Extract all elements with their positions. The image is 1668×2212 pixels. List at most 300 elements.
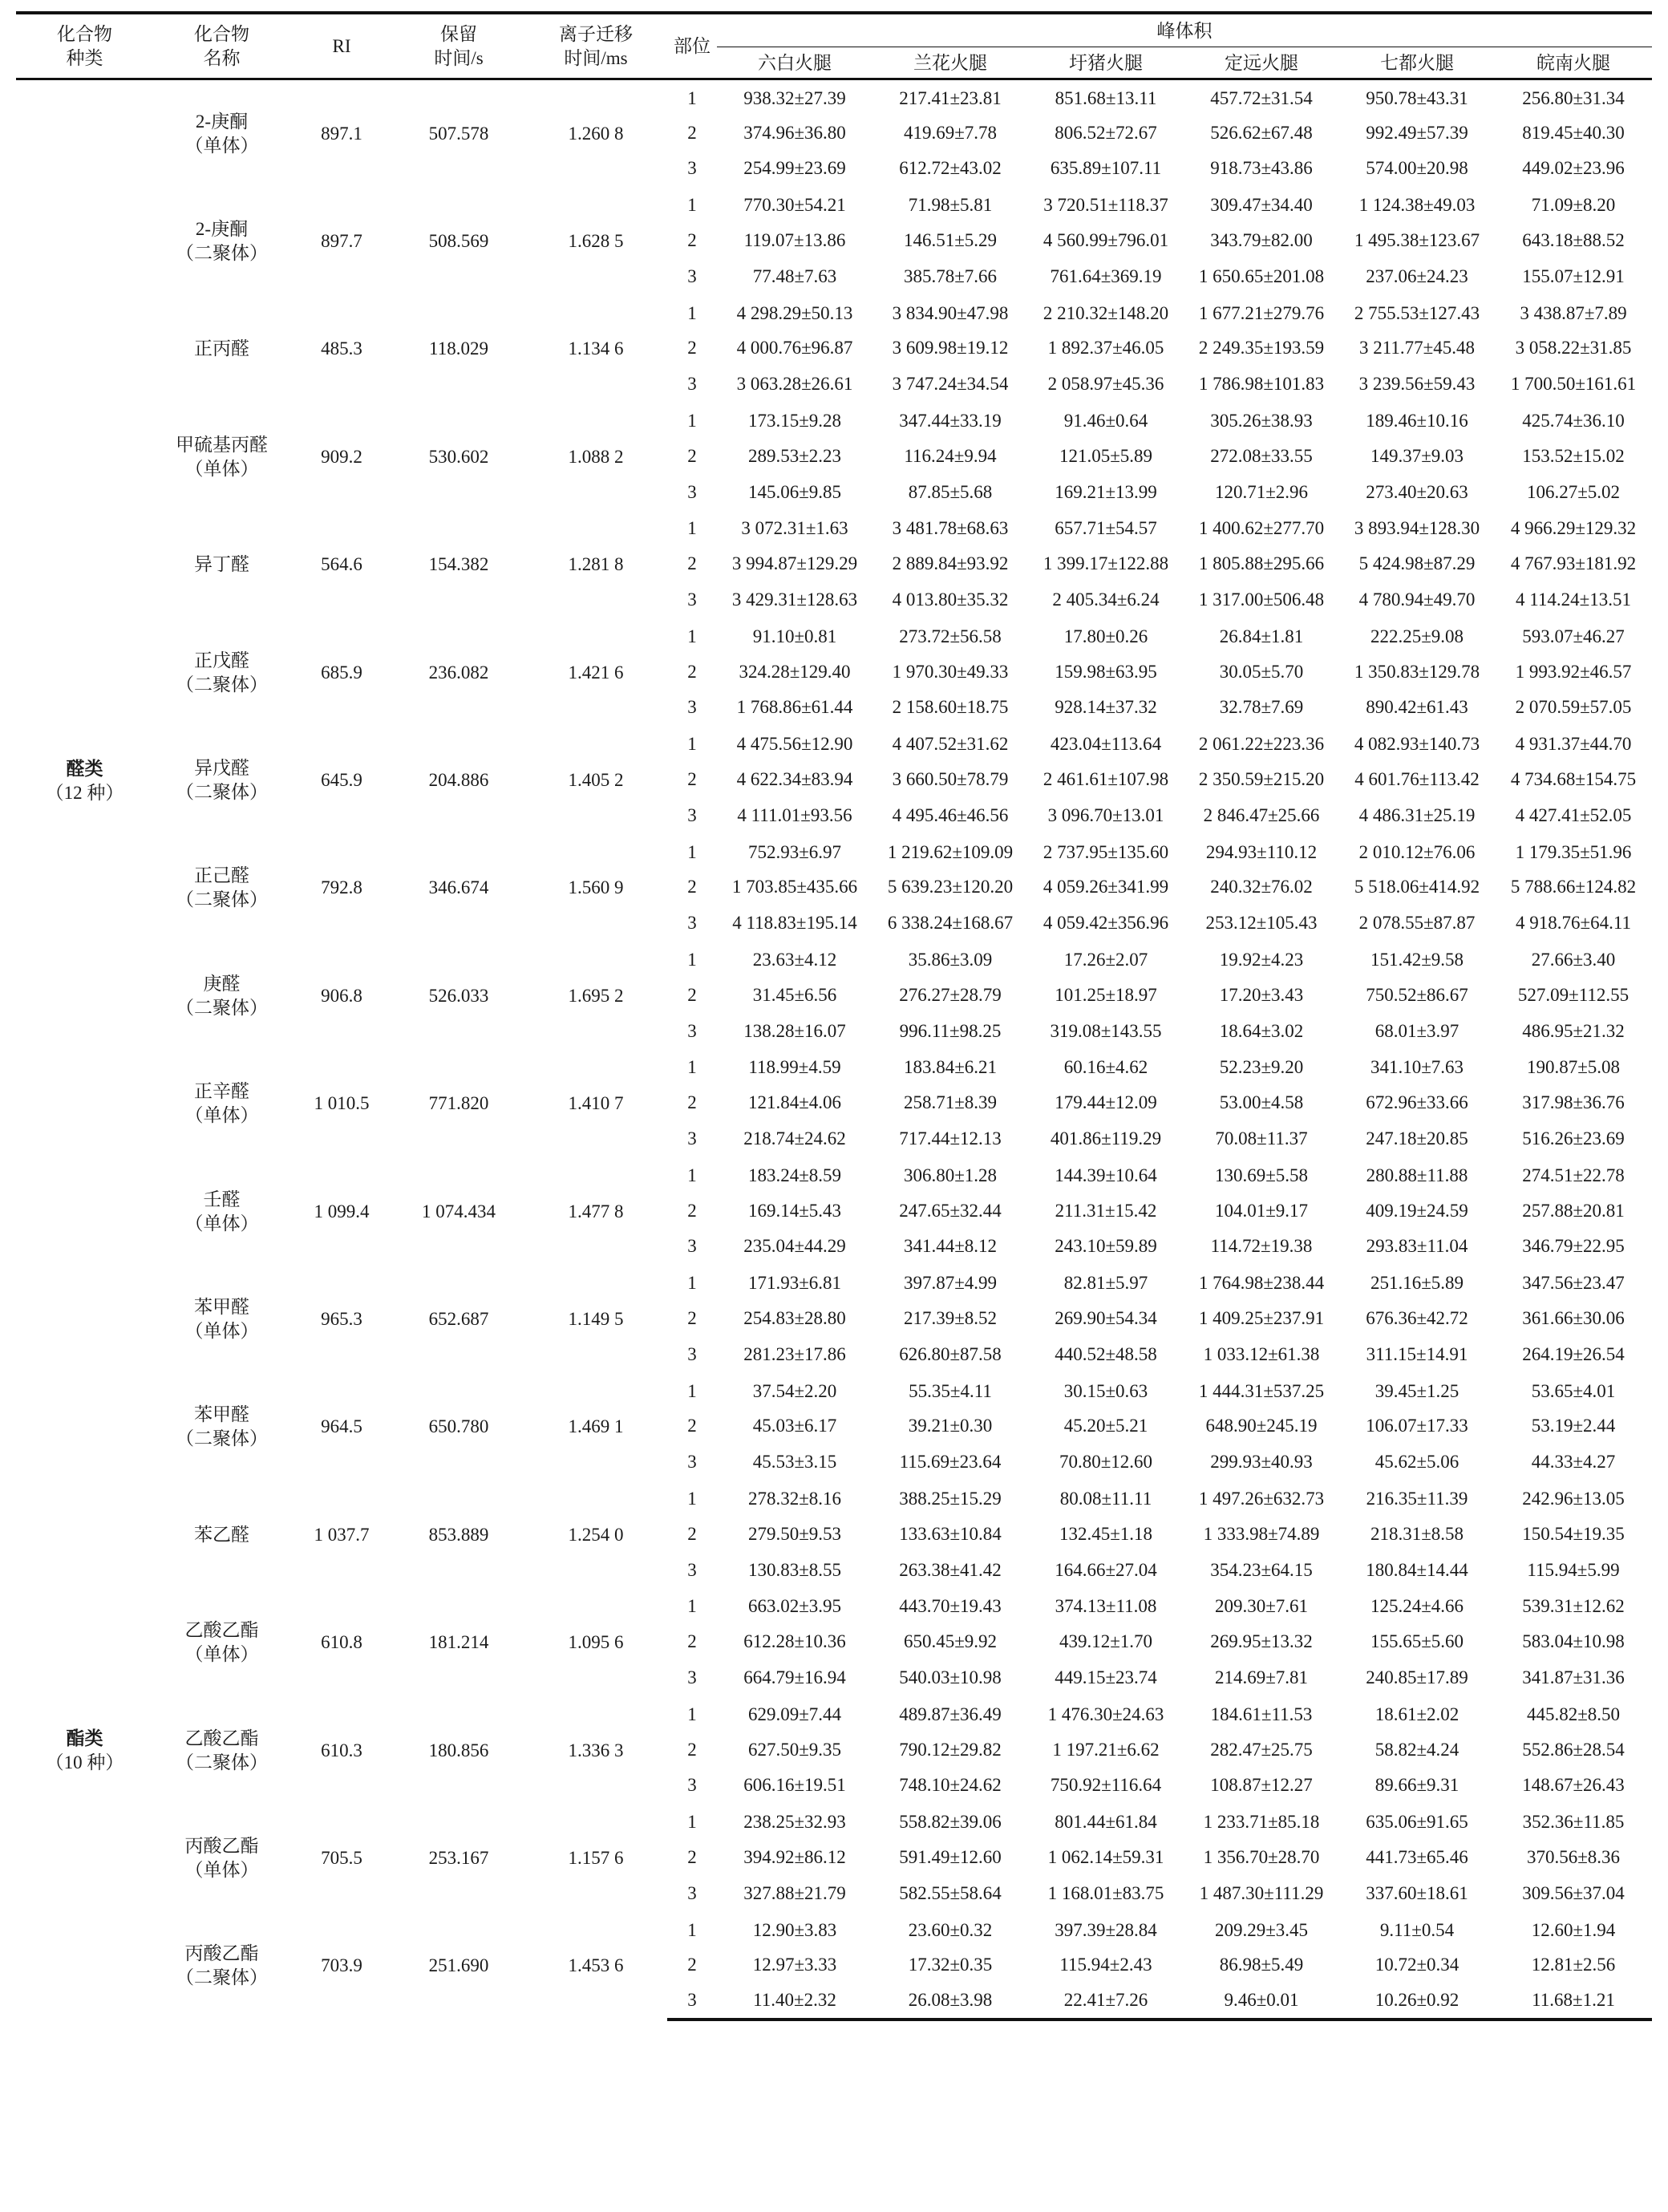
- part-cell: 2: [687, 338, 697, 359]
- peak-volume-cell: 3 063.28±26.61: [736, 374, 853, 395]
- peak-volume-cell: 242.96±13.05: [1522, 1488, 1625, 1509]
- compound-name-cell: [153, 833, 290, 941]
- table-row: [16, 187, 1652, 223]
- peak-volume-cell: 806.52±72.67: [1055, 122, 1157, 143]
- peak-volume-cell: 159.98±63.95: [1055, 661, 1157, 682]
- peak-volume-cell: 1 805.88±295.66: [1198, 553, 1325, 574]
- peak-volume-cell: 4 475.56±12.90: [736, 734, 853, 755]
- peak-volume-cell: 2 078.55±87.87: [1358, 913, 1476, 934]
- peak-volume-cell: 2 061.22±223.36: [1198, 734, 1325, 755]
- peak-volume-cell: 419.69±7.78: [903, 122, 998, 143]
- peak-volume-cell: 388.25±15.29: [899, 1488, 1002, 1509]
- part-cell: 3: [687, 481, 697, 502]
- part-cell: 2: [687, 122, 697, 143]
- peak-volume-cell: 30.15±0.63: [1063, 1380, 1148, 1401]
- part-cell: 2: [687, 769, 697, 790]
- peak-volume-cell: 851.68±13.11: [1055, 87, 1157, 108]
- part-cell: 1: [687, 1057, 697, 1078]
- peak-volume-cell: 527.09±112.55: [1517, 984, 1630, 1005]
- peak-volume-cell: 1 650.65±201.08: [1198, 265, 1325, 286]
- compound-dt-cell: 1.088 2: [568, 446, 624, 467]
- compound-dt-cell: 1.157 6: [568, 1847, 624, 1868]
- part-cell: 3: [687, 697, 697, 718]
- peak-volume-cell: 80.08±11.11: [1059, 1488, 1152, 1509]
- part-cell: 1: [687, 195, 697, 216]
- compound-ri-cell: 645.9: [321, 770, 362, 791]
- peak-volume-cell: 53.19±2.44: [1531, 1416, 1616, 1436]
- compound-name-cell: [153, 1911, 290, 2019]
- peak-volume-cell: 3 239.56±59.43: [1358, 374, 1476, 395]
- peak-volume-cell: 1 179.35±51.96: [1515, 841, 1632, 862]
- peak-volume-cell: 153.52±15.02: [1522, 445, 1625, 466]
- peak-volume-cell: 3 211.77±45.48: [1358, 338, 1476, 359]
- peak-volume-cell: 222.25±9.08: [1370, 626, 1464, 646]
- compound-rt-cell: 118.029: [429, 338, 488, 359]
- peak-volume-cell: 119.07±13.86: [743, 230, 846, 251]
- peak-volume-cell: 2 070.59±57.05: [1515, 697, 1632, 718]
- peak-volume-cell: 370.56±8.36: [1526, 1846, 1621, 1867]
- part-cell: 2: [687, 1523, 697, 1544]
- peak-volume-cell: 130.83±8.55: [747, 1559, 842, 1580]
- compound-name-line: 乙酸乙酯: [184, 1620, 259, 1641]
- compound-rt-cell: 507.578: [428, 124, 489, 144]
- peak-volume-cell: 106.27±5.02: [1526, 481, 1621, 502]
- peak-volume-cell: 770.30±54.21: [743, 195, 846, 216]
- peak-volume-cell: 106.07±17.33: [1366, 1416, 1468, 1436]
- peak-volume-cell: 540.03±10.98: [899, 1667, 1002, 1687]
- peak-volume-cell: 243.10±59.89: [1055, 1236, 1157, 1257]
- part-cell: 3: [687, 1452, 697, 1473]
- peak-volume-cell: 155.65±5.60: [1370, 1631, 1464, 1652]
- peak-volume-cell: 89.66±9.31: [1374, 1775, 1460, 1796]
- peak-volume-cell: 343.79±82.00: [1210, 230, 1313, 251]
- compound-name-line: 甲硫基丙醛: [176, 434, 268, 455]
- compound-name-line: 庚醛: [203, 973, 241, 994]
- peak-volume-cell: 3 720.51±118.37: [1043, 195, 1168, 216]
- peak-volume-cell: 439.12±1.70: [1059, 1631, 1153, 1652]
- peak-volume-cell: 82.81±5.97: [1063, 1273, 1148, 1294]
- compound-ri-cell: 1 037.7: [314, 1524, 370, 1545]
- peak-volume-cell: 11.68±1.21: [1495, 1983, 1652, 2020]
- peak-volume-cell: 457.72±31.54: [1210, 87, 1313, 108]
- part-cell: 2: [687, 230, 697, 251]
- part-cell: 3: [667, 1983, 717, 2020]
- peak-volume-cell: 583.04±10.98: [1522, 1631, 1625, 1652]
- peak-volume-cell: 1 768.86±61.44: [736, 697, 853, 718]
- peak-volume-cell: 539.31±12.62: [1522, 1596, 1625, 1617]
- peak-volume-cell: 3 747.24±34.54: [892, 374, 1009, 395]
- part-cell: 3: [687, 589, 697, 610]
- part-cell: 3: [687, 158, 697, 179]
- part-cell: 1: [687, 1488, 697, 1509]
- compound-name-cell: [153, 1588, 290, 1695]
- peak-volume-cell: 612.72±43.02: [899, 158, 1002, 179]
- peak-volume-cell: 247.18±20.85: [1366, 1128, 1468, 1149]
- peak-volume-cell: 890.42±61.43: [1366, 697, 1468, 718]
- peak-volume-cell: 9.46±0.01: [1184, 1983, 1339, 2020]
- peak-volume-cell: 4 767.93±181.92: [1510, 553, 1637, 574]
- peak-volume-cell: 3 481.78±68.63: [892, 518, 1009, 539]
- peak-volume-cell: 145.06±9.85: [747, 481, 842, 502]
- peak-volume-cell: 279.50±9.53: [747, 1523, 842, 1544]
- compound-name-line: 丙酸乙酯: [184, 1835, 259, 1856]
- table-row: [16, 1157, 1652, 1193]
- peak-volume-cell: 293.83±11.04: [1366, 1236, 1468, 1257]
- peak-volume-cell: 115.94±2.43: [1059, 1955, 1152, 1975]
- part-cell: 1: [687, 841, 697, 862]
- peak-volume-cell: 374.96±36.80: [743, 122, 846, 143]
- compound-rt-cell: 530.602: [428, 446, 489, 467]
- compound-name-line: （单体）: [184, 1644, 259, 1665]
- peak-volume-cell: 2 249.35±193.59: [1198, 338, 1325, 359]
- peak-volume-cell: 180.84±14.44: [1366, 1559, 1468, 1580]
- peak-volume-cell: 121.05±5.89: [1059, 445, 1153, 466]
- peak-volume-cell: 309.56±37.04: [1522, 1882, 1625, 1903]
- table-row: [16, 1695, 1652, 1732]
- peak-volume-cell: 17.26±2.07: [1063, 950, 1148, 970]
- peak-volume-cell: 4 118.83±195.14: [732, 913, 857, 934]
- peak-volume-cell: 209.30±7.61: [1214, 1596, 1309, 1617]
- peak-volume-cell: 149.37±9.03: [1370, 445, 1464, 466]
- peak-volume-cell: 216.35±11.39: [1366, 1488, 1468, 1509]
- compound-dt-cell: 1.477 8: [568, 1201, 624, 1221]
- compound-name-line: 壬醛: [203, 1189, 241, 1209]
- peak-volume-cell: 918.73±43.86: [1210, 158, 1313, 179]
- peak-volume-cell: 2 158.60±18.75: [892, 697, 1009, 718]
- peak-volume-cell: 1 764.98±238.44: [1198, 1273, 1325, 1294]
- peak-volume-cell: 748.10±24.62: [899, 1775, 1002, 1796]
- compound-name-line: 正戊醛: [194, 650, 249, 670]
- peak-volume-cell: 169.14±5.43: [747, 1200, 842, 1221]
- header-ham: 六白火腿: [717, 47, 872, 79]
- compound-name-cell: [153, 1372, 290, 1480]
- peak-volume-cell: 269.90±54.34: [1055, 1307, 1157, 1328]
- header-name-line1: 化合物: [194, 23, 249, 44]
- peak-volume-cell: 347.56±23.47: [1522, 1273, 1625, 1294]
- peak-volume-cell: 352.36±11.85: [1522, 1812, 1625, 1833]
- peak-volume-cell: 309.47±34.40: [1210, 195, 1313, 216]
- peak-volume-cell: 3 429.31±128.63: [731, 589, 858, 610]
- header-drift-time: [524, 13, 667, 79]
- peak-volume-cell: 2 405.34±6.24: [1052, 589, 1160, 610]
- peak-volume-cell: 1 444.31±537.25: [1198, 1380, 1325, 1401]
- compound-name-line: （单体）: [184, 458, 259, 479]
- table-row: [16, 1588, 1652, 1624]
- compound-dt-cell: 1.560 9: [568, 877, 624, 898]
- peak-volume-cell: 591.49±12.60: [899, 1846, 1002, 1867]
- peak-volume-cell: 657.71±54.57: [1055, 518, 1157, 539]
- peak-volume-cell: 4 298.29±50.13: [736, 302, 853, 323]
- peak-volume-cell: 347.44±33.19: [899, 411, 1002, 431]
- peak-volume-cell: 2 889.84±93.92: [892, 553, 1009, 574]
- peak-volume-cell: 327.88±21.79: [743, 1882, 846, 1903]
- compound-name-cell: [153, 1695, 290, 1803]
- compound-rt-cell: 853.889: [428, 1524, 489, 1545]
- peak-volume-cell: 928.14±37.32: [1055, 697, 1157, 718]
- table-row: [16, 1804, 1652, 1840]
- compound-rt-cell: 508.569: [428, 231, 489, 252]
- compound-name-line: （单体）: [184, 1859, 259, 1880]
- header-peak-volume: 峰体积: [717, 13, 1652, 47]
- peak-volume-cell: 752.93±6.97: [747, 841, 842, 862]
- peak-volume-cell: 5 788.66±124.82: [1510, 877, 1637, 897]
- peak-volume-cell: 635.89±107.11: [1050, 158, 1162, 179]
- table-page: [16, 11, 1652, 2021]
- peak-volume-cell: 3 893.94±128.30: [1354, 518, 1480, 539]
- compound-dt-cell: 1.095 6: [568, 1632, 624, 1653]
- peak-volume-cell: 648.90±245.19: [1205, 1416, 1318, 1436]
- compound-class-cell: [16, 1481, 153, 2020]
- peak-volume-cell: 4 601.76±113.42: [1354, 769, 1480, 790]
- peak-volume-cell: 305.26±38.93: [1210, 411, 1313, 431]
- compound-dt-cell: 1.695 2: [568, 985, 624, 1006]
- peak-volume-cell: 441.73±65.46: [1366, 1846, 1468, 1867]
- part-cell: 3: [687, 1882, 697, 1903]
- compound-dt-cell: 1.469 1: [568, 1416, 624, 1437]
- part-cell: 2: [687, 1307, 697, 1328]
- peak-volume-cell: 130.69±5.58: [1214, 1165, 1309, 1185]
- peak-volume-cell: 354.23±64.15: [1210, 1559, 1313, 1580]
- header-ham: 定远火腿: [1184, 47, 1339, 79]
- peak-volume-cell: 5 424.98±87.29: [1358, 553, 1476, 574]
- compound-ri-cell: 897.7: [321, 231, 362, 252]
- peak-volume-cell: 37.54±2.20: [752, 1380, 837, 1401]
- peak-volume-cell: 12.81±2.56: [1531, 1955, 1616, 1975]
- header-ham: 皖南火腿: [1495, 47, 1652, 79]
- peak-volume-cell: 4 114.24±13.51: [1515, 589, 1632, 610]
- compound-rt-cell: 771.820: [428, 1093, 489, 1114]
- compound-name-cell: [153, 403, 290, 510]
- compound-rt-cell: 154.382: [428, 554, 489, 575]
- peak-volume-cell: 582.55±58.64: [899, 1882, 1002, 1903]
- peak-volume-cell: 118.99±4.59: [748, 1057, 841, 1078]
- part-cell: 1: [687, 1704, 697, 1724]
- part-cell: 3: [687, 374, 697, 395]
- peak-volume-cell: 3 058.22±31.85: [1515, 338, 1632, 359]
- peak-volume-cell: 2 350.59±215.20: [1198, 769, 1325, 790]
- peak-volume-cell: 108.87±12.27: [1210, 1775, 1313, 1796]
- peak-volume-cell: 116.24±9.94: [904, 445, 997, 466]
- compound-class-name: 醛类: [66, 758, 103, 779]
- compound-name-line: （单体）: [184, 1320, 259, 1341]
- peak-volume-cell: 272.08±33.55: [1210, 445, 1313, 466]
- peak-volume-cell: 35.86±3.09: [908, 950, 993, 970]
- peak-volume-cell: 4 931.37±44.70: [1515, 734, 1632, 755]
- peak-volume-cell: 397.87±4.99: [903, 1273, 998, 1294]
- part-cell: 1: [687, 302, 697, 323]
- peak-volume-cell: 6 338.24±168.67: [887, 913, 1014, 934]
- compound-dt-cell: 1.254 0: [568, 1524, 624, 1545]
- part-cell: 3: [687, 1559, 697, 1580]
- compound-name-line: 正己醛: [194, 865, 249, 886]
- compound-rt-cell: 346.674: [428, 877, 489, 898]
- peak-volume-cell: 217.41±23.81: [899, 87, 1002, 108]
- compound-ri-cell: 610.3: [321, 1740, 362, 1760]
- peak-volume-cell: 121.84±4.06: [747, 1092, 842, 1113]
- header-dt-line1: 离子迁移: [559, 23, 633, 44]
- compound-ri-cell: 964.5: [321, 1416, 362, 1437]
- compound-name-line: 异戊醛: [194, 758, 249, 779]
- peak-volume-cell: 401.86±119.29: [1050, 1128, 1162, 1149]
- peak-volume-cell: 1 399.17±122.88: [1042, 553, 1169, 574]
- peak-volume-cell: 115.94±5.99: [1527, 1559, 1620, 1580]
- peak-volume-cell: 2 058.97±45.36: [1047, 374, 1164, 395]
- peak-volume-cell: 1 700.50±161.61: [1510, 374, 1637, 395]
- peak-volume-cell: 489.87±36.49: [899, 1704, 1002, 1724]
- peak-volume-cell: 71.09±8.20: [1531, 195, 1616, 216]
- peak-volume-cell: 299.93±40.93: [1210, 1452, 1313, 1473]
- part-cell: 1: [687, 1596, 697, 1617]
- peak-volume-cell: 3 096.70±13.01: [1047, 804, 1164, 825]
- peak-volume-cell: 17.20±3.43: [1219, 984, 1304, 1005]
- compound-name-line: （单体）: [184, 1213, 259, 1234]
- peak-volume-cell: 281.23±17.86: [743, 1343, 846, 1364]
- header-name: [153, 13, 290, 79]
- compound-name-line: 苯甲醛: [194, 1296, 249, 1317]
- compound-name-line: 苯乙醛: [194, 1524, 249, 1545]
- peak-volume-cell: 247.65±32.44: [899, 1200, 1002, 1221]
- header-ham: 七都火腿: [1339, 47, 1495, 79]
- peak-volume-cell: 12.90±3.83: [752, 1919, 837, 1940]
- peak-volume-cell: 3 994.87±129.29: [731, 553, 858, 574]
- compound-name-line: 乙酸乙酯: [184, 1728, 259, 1748]
- peak-volume-cell: 294.93±110.12: [1205, 841, 1318, 862]
- peak-volume-cell: 254.99±23.69: [743, 158, 846, 179]
- peak-volume-cell: 526.62±67.48: [1210, 122, 1313, 143]
- peak-volume-cell: 91.10±0.81: [752, 626, 837, 646]
- part-cell: 3: [687, 1128, 697, 1149]
- peak-volume-cell: 4 495.46±46.56: [892, 804, 1009, 825]
- table-body: [16, 79, 1652, 2020]
- peak-volume-cell: 950.78±43.31: [1366, 87, 1468, 108]
- peak-volume-cell: 1 062.14±59.31: [1047, 1846, 1164, 1867]
- peak-volume-cell: 52.23±9.20: [1219, 1057, 1304, 1078]
- compound-rt-cell: 236.082: [428, 662, 489, 683]
- peak-volume-cell: 217.39±8.52: [903, 1307, 998, 1328]
- peak-volume-cell: 4 486.31±25.19: [1358, 804, 1476, 825]
- peak-volume-cell: 4 622.34±83.94: [736, 769, 853, 790]
- peak-volume-cell: 3 660.50±78.79: [892, 769, 1009, 790]
- peak-volume-cell: 552.86±28.54: [1522, 1739, 1625, 1760]
- part-cell: 2: [687, 1200, 697, 1221]
- compound-rt-cell: 181.214: [428, 1632, 489, 1653]
- peak-volume-cell: 423.04±113.64: [1050, 734, 1162, 755]
- compound-name-cell: [153, 187, 290, 294]
- peak-volume-cell: 45.03±6.17: [752, 1416, 837, 1436]
- peak-volume-cell: 1 356.70±28.70: [1203, 1846, 1320, 1867]
- peak-volume-cell: 155.07±12.91: [1522, 265, 1625, 286]
- peak-volume-cell: 39.21±0.30: [908, 1416, 993, 1436]
- compound-dt-cell: 1.149 5: [568, 1308, 624, 1329]
- header-name-line2: 名称: [203, 47, 241, 68]
- peak-volume-cell: 253.12±105.43: [1205, 913, 1318, 934]
- compound-name-line: （单体）: [184, 1105, 259, 1126]
- peak-volume-cell: 409.19±24.59: [1366, 1200, 1468, 1221]
- peak-volume-cell: 626.80±87.58: [899, 1343, 1002, 1364]
- part-cell: 3: [687, 1236, 697, 1257]
- peak-volume-cell: 664.79±16.94: [743, 1667, 846, 1687]
- table-row: [16, 403, 1652, 439]
- peak-volume-cell: 1 487.30±111.29: [1199, 1882, 1324, 1903]
- peak-volume-cell: 240.32±76.02: [1210, 877, 1313, 897]
- peak-volume-cell: 801.44±61.84: [1055, 1812, 1157, 1833]
- table-row: [16, 726, 1652, 762]
- peak-volume-cell: 101.25±18.97: [1055, 984, 1157, 1005]
- peak-volume-cell: 211.31±15.42: [1055, 1200, 1157, 1221]
- compound-dt-cell: 1.281 8: [568, 554, 624, 575]
- compound-name-line: 苯甲醛: [194, 1404, 249, 1425]
- table-row: [16, 618, 1652, 654]
- compound-name-line: （二聚体）: [176, 997, 268, 1018]
- part-cell: 2: [687, 877, 697, 897]
- peak-volume-cell: 87.85±5.68: [908, 481, 993, 502]
- compound-ri-cell: 906.8: [321, 985, 362, 1006]
- peak-volume-cell: 750.92±116.64: [1050, 1775, 1162, 1796]
- part-cell: 3: [687, 804, 697, 825]
- peak-volume-cell: 257.88±20.81: [1522, 1200, 1625, 1221]
- part-cell: 1: [687, 734, 697, 755]
- compound-dt-cell: 1.260 8: [568, 124, 624, 144]
- compound-name-line: 正丙醛: [194, 338, 249, 359]
- compound-rt-cell: 1 074.434: [422, 1201, 496, 1221]
- compound-name-line: （单体）: [184, 136, 259, 156]
- compound-class-cell: [16, 79, 153, 1481]
- peak-volume-cell: 77.48±7.63: [752, 265, 837, 286]
- peak-volume-cell: 938.32±27.39: [743, 87, 846, 108]
- table-header: [16, 13, 1652, 79]
- peak-volume-cell: 171.93±6.81: [747, 1273, 842, 1294]
- peak-volume-cell: 218.31±8.58: [1370, 1523, 1464, 1544]
- peak-volume-cell: 282.47±25.75: [1210, 1739, 1313, 1760]
- peak-volume-cell: 341.44±8.12: [903, 1236, 998, 1257]
- peak-volume-cell: 18.61±2.02: [1374, 1704, 1460, 1724]
- part-cell: 1: [687, 1919, 697, 1940]
- peak-volume-cell: 516.26±23.69: [1522, 1128, 1625, 1149]
- table-row: [16, 833, 1652, 869]
- peak-volume-cell: 606.16±19.51: [743, 1775, 846, 1796]
- peak-volume-cell: 445.82±8.50: [1526, 1704, 1621, 1724]
- peak-volume-cell: 23.60±0.32: [908, 1919, 993, 1940]
- peak-volume-cell: 5 639.23±120.20: [887, 877, 1014, 897]
- peak-volume-cell: 11.40±2.32: [717, 1983, 872, 2020]
- peak-volume-cell: 209.29±3.45: [1214, 1919, 1309, 1940]
- part-cell: 1: [687, 1273, 697, 1294]
- part-cell: 3: [687, 1775, 697, 1796]
- peak-volume-cell: 1 409.25±237.91: [1198, 1307, 1325, 1328]
- peak-volume-cell: 1 219.62±109.09: [887, 841, 1014, 862]
- peak-volume-cell: 23.63±4.12: [752, 950, 837, 970]
- peak-volume-cell: 1 168.01±83.75: [1047, 1882, 1164, 1903]
- peak-volume-cell: 58.82±4.24: [1374, 1739, 1460, 1760]
- peak-volume-cell: 449.15±23.74: [1055, 1667, 1157, 1687]
- compound-dt-cell: 1.405 2: [568, 770, 624, 791]
- peak-volume-cell: 235.04±44.29: [743, 1236, 846, 1257]
- compound-ri-cell: 965.3: [321, 1308, 362, 1329]
- peak-volume-cell: 146.51±5.29: [903, 230, 998, 251]
- peak-volume-cell: 996.11±98.25: [899, 1020, 1002, 1041]
- peak-volume-cell: 385.78±7.66: [903, 265, 998, 286]
- part-cell: 1: [687, 411, 697, 431]
- peak-volume-cell: 273.72±56.58: [899, 626, 1002, 646]
- peak-volume-cell: 676.36±42.72: [1366, 1307, 1468, 1328]
- peak-volume-cell: 115.69±23.64: [899, 1452, 1002, 1473]
- peak-volume-cell: 148.67±26.43: [1522, 1775, 1625, 1796]
- peak-volume-cell: 311.15±14.91: [1366, 1343, 1468, 1364]
- compound-name-cell: [153, 1481, 290, 1588]
- peak-volume-cell: 251.16±5.89: [1370, 1273, 1464, 1294]
- peak-volume-cell: 183.84±6.21: [903, 1057, 998, 1078]
- peak-volume-cell: 173.15±9.28: [747, 411, 842, 431]
